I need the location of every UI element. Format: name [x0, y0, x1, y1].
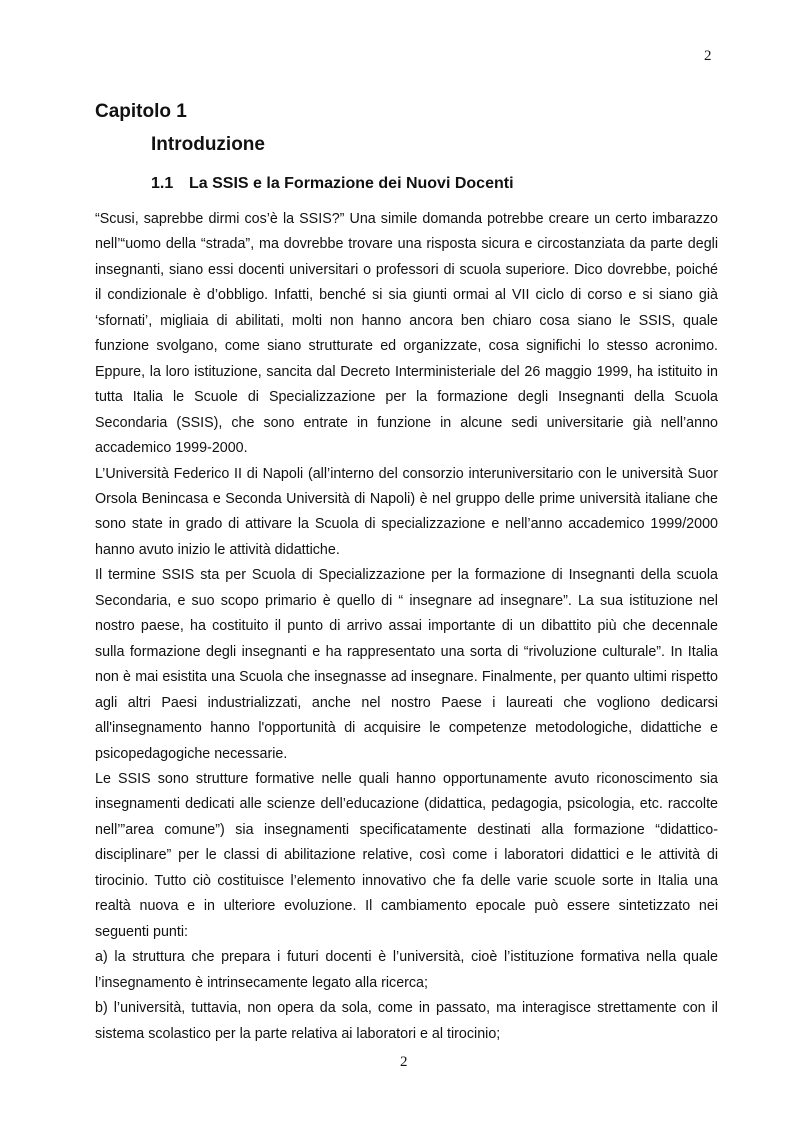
page-number-bottom: 2 [400, 1054, 408, 1070]
chapter-title: Introduzione [151, 134, 265, 155]
section-number: 1.1 [151, 175, 174, 192]
section-title: La SSIS e la Formazione dei Nuovi Docenti [189, 175, 514, 192]
chapter-label: Capitolo 1 [95, 101, 187, 122]
paragraph: Le SSIS sono strutture formative nelle quali hanno opportunamente avuto riconoscimento sia insegnamenti dedicati alle scienze dell’educazione (didattica, pedagogia, psicologia, etc. raccolte nell’”area comune”) sia insegnamenti specificatamente destinati alla formazione “didattico-disciplinare” per le classi di abilitazione relative, così come i laboratori didattici e le attività di tirocinio. Tutto ciò costituisce l’elemento innovativo che fa delle varie scuole sorte in Italia una realtà nuova e in ulteriore evoluzione. Il cambiamento epocale può essere sintetizzato nei seguenti punti: [95, 770, 718, 940]
page-number-top: 2 [704, 48, 712, 64]
section-heading [151, 175, 514, 193]
list-item: b) l’università, tuttavia, non opera da sola, come in passato, ma interagisce strettamente con il sistema scolastico per la parte relativa ai laboratori e al tirocinio; [95, 1000, 718, 1042]
paragraph: “Scusi, saprebbe dirmi cos’è la SSIS?” Una simile domanda potrebbe creare un certo imbarazzo nell’“uomo della “strada”, ma dovrebbe trovare una risposta sicura e circostanziata da parte degli insegnanti, siano essi docenti universitari o professori di scuola superiore. Dico dovrebbe, poiché il condizionale è d’obbligo. Infatti, benché si sia giunti ormai al VII ciclo di corso e si siano già ‘sfornati’, migliaia di abilitati, molti non hanno ancora ben chiaro cosa siano le SSIS, quale funzione svolgano, come siano strutturate ed organizzate, cosa significhi lo stesso acronimo. Eppure, la loro istituzione, sancita dal Decreto Interministeriale del 26 maggio 1999, ha istituito in tutta Italia le Scuole di Specializzazione per la formazione degli Insegnanti della Scuola Secondaria (SSIS), che sono entrate in funzione in alcune sedi universitarie già nell’anno accademico 1999-2000. [95, 211, 718, 457]
body-text [95, 207, 718, 1047]
list-item: a) la struttura che prepara i futuri docenti è l’università, cioè l’istituzione formativa nella quale l’insegnamento è intrinsecamente legato alla ricerca; [95, 949, 718, 991]
paragraph: L’Università Federico II di Napoli (all’interno del consorzio interuniversitario con le università Suor Orsola Benincasa e Seconda Università di Napoli) è nel gruppo delle prime università italiane che sono state in grado di attivare la Scuola di specializzazione e nell’anno accademico 1999/2000 hanno avuto inizio le attività didattiche. [95, 465, 718, 558]
paragraph: Il termine SSIS sta per Scuola di Specializzazione per la formazione di Insegnanti della scuola Secondaria, e suo scopo primario è quello di “ insegnare ad insegnare”. La sua istituzione nel nostro paese, ha costituito il punto di arrivo assai importante di un dibattito più che decennale sulla formazione degli insegnanti e ha rappresentato una sorta di “rivoluzione culturale”. In Italia non è mai esistita una Scuola che insegnasse ad insegnare. Finalmente, per quanto ultimi rispetto agli altri Paesi industrializzati, anche nel nostro Paese i laureati che vogliono dedicarsi all'insegnamento hanno l'opportunità di acquisire le competenze metodologiche, didattiche e psicopedagogiche necessarie. [95, 567, 718, 762]
